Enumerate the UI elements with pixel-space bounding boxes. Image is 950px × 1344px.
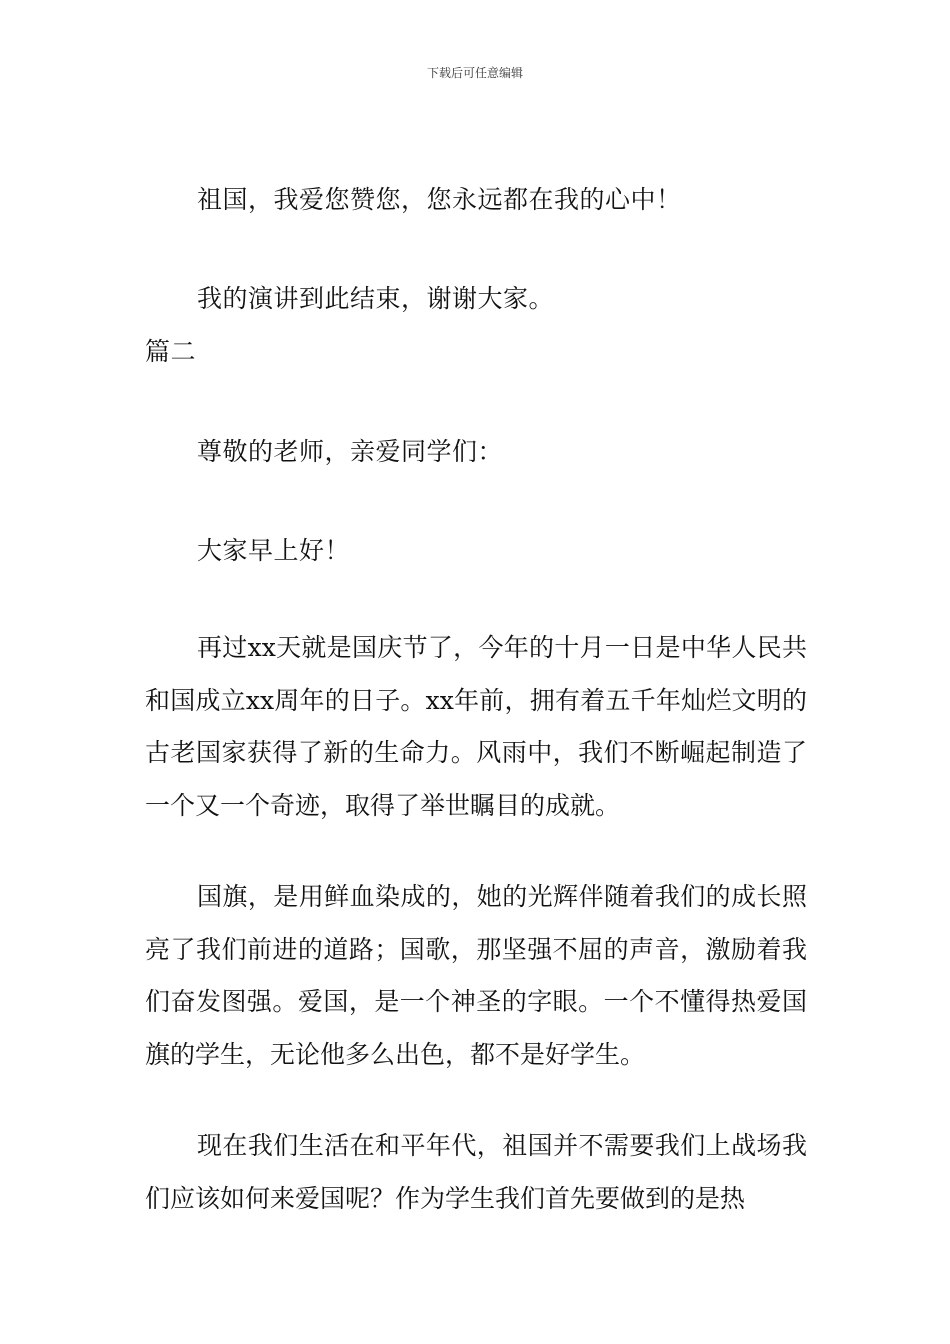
ending-line: 我的演讲到此结束，谢谢大家。 <box>197 284 555 313</box>
page-header: 下载后可任意编辑 <box>426 66 523 80</box>
section-heading: 篇二 <box>145 337 197 366</box>
paragraph-national-day: 再过xx天就是国庆节了，今年的十月一日是中华人民共和国成立xx周年的日子。xx年前，拥有着五千年灿烂文明的古老国家获得了新的生命力。风雨中，我们不断崛起制造了一个又一个奇迹，取得了举世瞩目的成就。 <box>145 633 807 820</box>
paragraph-national-flag: 国旗，是用鲜血染成的，她的光辉伴随着我们的成长照亮了我们前进的道路；国歌，那坚强不屈的声音，激励着我们奋发图强。爱国，是一个神圣的字眼。一个不懂得热爱国旗的学生，无论他多么出色，都不是好学生。 <box>145 882 807 1069</box>
closing-line: 祖国，我爱您赞您，您永远都在我的心中！ <box>197 185 682 214</box>
paragraph-peace-era: 现在我们生活在和平年代，祖国并不需要我们上战场我们应该如何来爱国呢？作为学生我们首先要做到的是热 <box>145 1131 807 1213</box>
morning-line: 大家早上好！ <box>197 536 351 565</box>
greeting-line: 尊敬的老师，亲爱同学们： <box>197 437 504 466</box>
